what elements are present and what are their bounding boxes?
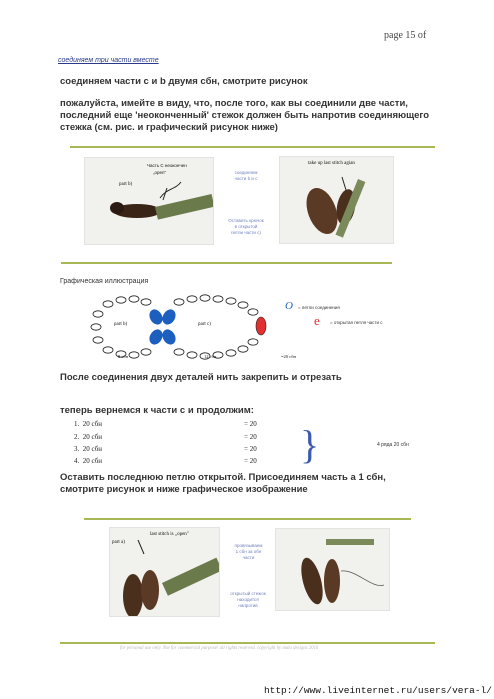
page-number: page 15 of [384, 30, 427, 41]
diagram-label-part-c: part c) [198, 322, 211, 327]
row-3-eq: = 20 [244, 445, 257, 453]
label-part-c: Часть С неокончен [147, 163, 187, 168]
final-instruction: Оставить последнюю петлю открытой. Присоединяем часть а 1 сбн, смотрите рисунок и ниже графическое изображение [60, 472, 386, 495]
brace-icon: } [300, 422, 320, 467]
diagram-count-right: =20 сбн [281, 354, 296, 359]
annotation-join-b-c: соединяем части b и c [234, 170, 258, 181]
photo-join-parts-b-c [84, 157, 214, 245]
diagram-label-part-b: part b) [114, 322, 128, 327]
annotation-open-stitch: открытый стежок находится напротив [230, 591, 266, 608]
label-last-stitch-open: last stitch is „open" [150, 532, 189, 537]
legend-e-symbol: e [314, 313, 320, 328]
source-url[interactable]: http://www.liveinternet.ru/users/vera-l/ [263, 685, 492, 696]
section-link[interactable]: соединяем три части вместе [58, 57, 159, 64]
graphic-title: Графическая иллюстрация [60, 278, 149, 285]
row-1: 1. 20 сбн [74, 420, 102, 428]
divider-1 [70, 146, 435, 148]
label-take-up-last-stitch: take up last stitch agian [308, 161, 355, 166]
diagram-count-left: 8 сбн [118, 354, 129, 359]
photo-join-part-a [109, 527, 220, 617]
legend-o-text: = петли соединения [298, 305, 340, 310]
footer-copyright: for personal use only. Not for commercial purpose! all rights reserved. copyright by malo designs 2016 [120, 646, 319, 651]
divider-footer [60, 642, 435, 644]
legend-e-text: = открытая петля части с [330, 320, 383, 325]
label-part-c-open: „open" [153, 170, 167, 175]
label-part-a: part a) [112, 540, 125, 545]
intro-heading: соединяем части с и b двумя сбн, смотрите рисунок [60, 76, 308, 87]
label-part-b: part b) [119, 182, 133, 187]
after-join-text: После соединения двух деталей нить закрепить и отрезать [60, 372, 342, 383]
brace-note: 4 ряда 20 сбн [377, 442, 409, 448]
annotation-leave-hook: Оставить крючок в открытой петли части c) [228, 218, 264, 235]
continue-heading: теперь вернемся к части с и продолжим: [60, 405, 254, 416]
row-3: 3. 20 сбн [74, 445, 102, 453]
photo-part-a-result [275, 528, 390, 611]
annotation-join-a: провязываем 1 сбн за обе части [234, 543, 263, 560]
divider-2 [61, 262, 392, 264]
row-1-eq: = 20 [244, 420, 257, 428]
divider-3 [84, 518, 411, 520]
row-2-eq: = 20 [244, 433, 257, 441]
legend-o-symbol: O [285, 300, 293, 312]
row-4-eq: = 20 [244, 457, 257, 465]
row-4: 4. 20 сбн [74, 457, 102, 465]
intro-paragraph: пожалуйста, имейте в виду, что, после того, как вы соединили две части, последний еще 'неоконченный' стежок должен быть напротив соединяющего стежка (см. рис. и графический рисунок ниже) [60, 98, 430, 133]
photo-take-up-last-stitch [279, 156, 394, 244]
stitch-diagram [86, 292, 286, 368]
row-2: 2. 20 сбн [74, 433, 102, 441]
diagram-count-mid: 12 сбн [204, 354, 217, 359]
